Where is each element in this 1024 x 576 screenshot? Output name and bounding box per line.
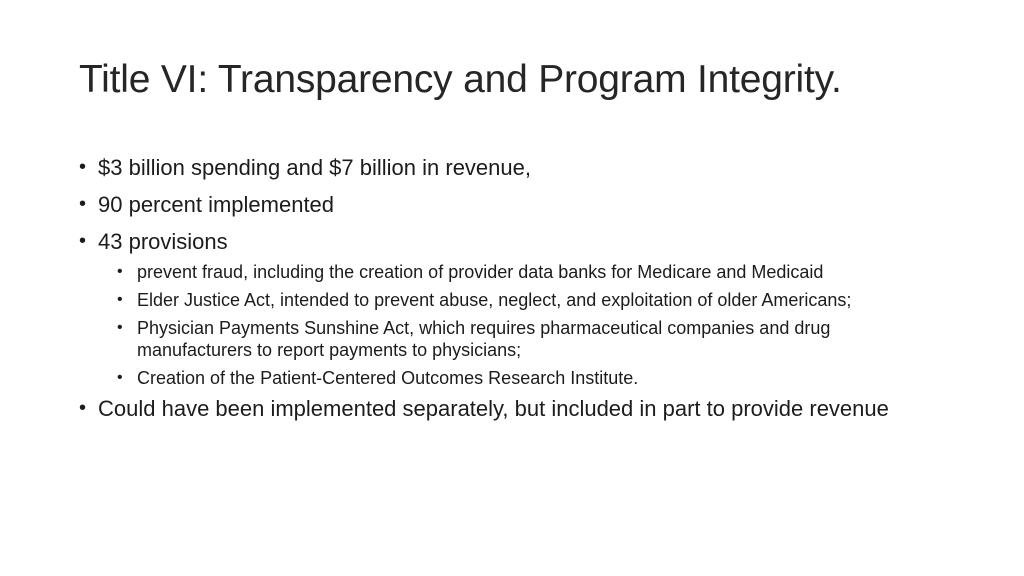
sub-bullet-text: prevent fraud, including the creation of provider data banks for Medicare and Medicaid <box>137 262 824 282</box>
bullet-item <box>79 228 949 389</box>
sub-bullet-text: Elder Justice Act, intended to prevent abuse, neglect, and exploitation of older Americans; <box>137 290 852 310</box>
bullet-item <box>79 154 949 181</box>
slide-title: Title VI: Transparency and Program Integrity. <box>79 58 842 101</box>
bullet-text: Could have been implemented separately, but included in part to provide revenue <box>98 396 889 421</box>
sub-bullet-icon: • <box>117 369 123 386</box>
sub-bullet-icon: • <box>117 291 123 308</box>
bullet-item <box>79 395 949 422</box>
bullet-icon: • <box>79 230 87 252</box>
sub-bullet-item <box>117 367 917 389</box>
sub-bullet-icon: • <box>117 263 123 280</box>
bullet-list <box>79 154 949 432</box>
sub-bullet-item <box>117 289 917 311</box>
bullet-text: 43 provisions <box>98 229 228 254</box>
sub-bullet-item <box>117 317 917 361</box>
bullet-item <box>79 191 949 218</box>
sub-bullet-list <box>98 261 949 389</box>
bullet-text: $3 billion spending and $7 billion in revenue, <box>98 155 531 180</box>
bullet-icon: • <box>79 193 87 215</box>
sub-bullet-icon: • <box>117 319 123 336</box>
bullet-icon: • <box>79 156 87 178</box>
bullet-icon: • <box>79 397 87 419</box>
bullet-text: 90 percent implemented <box>98 192 335 217</box>
sub-bullet-text: Creation of the Patient-Centered Outcomes Research Institute. <box>137 368 639 388</box>
sub-bullet-text: Physician Payments Sunshine Act, which requires pharmaceutical companies and drug manufacturers to report payments to physicians; <box>137 318 831 360</box>
sub-bullet-item <box>117 261 917 283</box>
